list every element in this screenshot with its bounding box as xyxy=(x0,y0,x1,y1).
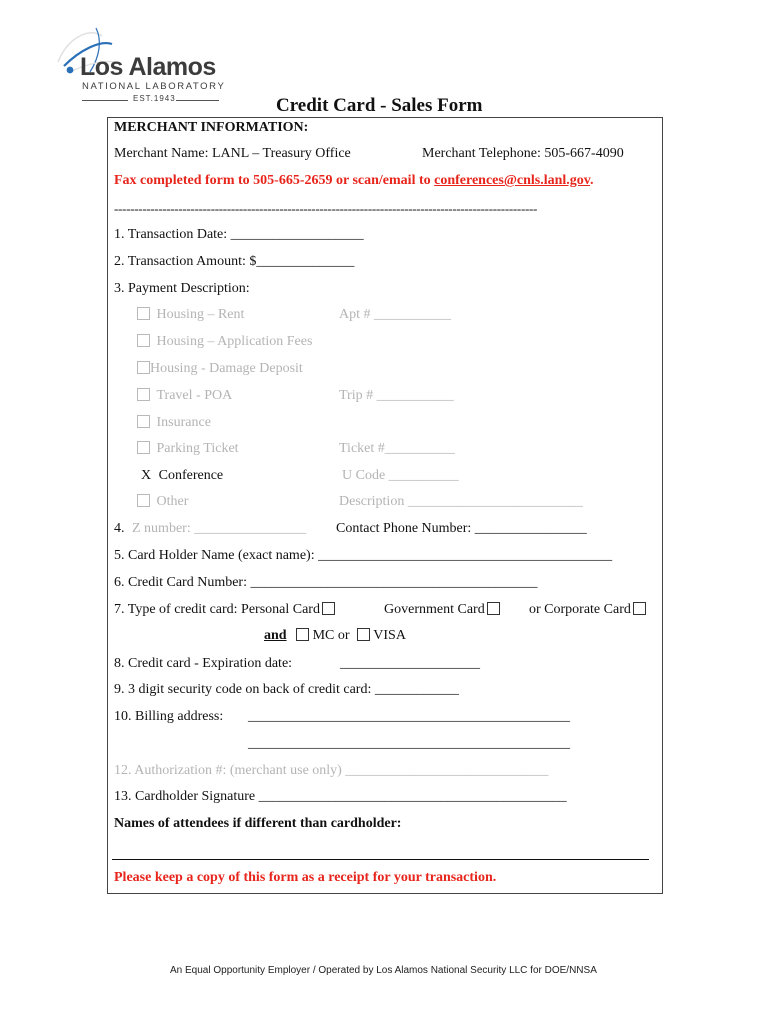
logo-rule-left xyxy=(82,100,128,101)
dashed-divider: --------------------------------------------------------------------------------------------------------- xyxy=(114,201,538,216)
housing-damage-label: Housing - Damage Deposit xyxy=(150,361,303,376)
insurance-checkbox[interactable] xyxy=(137,415,150,428)
conference-label: Conference xyxy=(158,468,224,483)
government-card-label: Government Card xyxy=(384,602,485,617)
option-parking[interactable] xyxy=(137,441,239,457)
personal-card-label: 7. Type of credit card: Personal Card xyxy=(114,602,320,617)
logo-est: EST.1943 xyxy=(133,94,176,103)
fax-text: Fax completed form to 505-665-2659 or scan/email to xyxy=(114,173,435,188)
field-z-number[interactable]: Z number: ________________ xyxy=(132,521,307,536)
footer-text: An Equal Opportunity Employer / Operated by Los Alamos National Security LLC for DOE/NNSA xyxy=(170,965,597,976)
form-title: Credit Card - Sales Form xyxy=(276,95,483,116)
field-transaction-amount[interactable]: 2. Transaction Amount: $______________ xyxy=(114,254,355,269)
fax-email-link[interactable]: conferences@cnls.lanl.gov xyxy=(434,173,590,188)
housing-application-label: Housing – Application Fees xyxy=(156,334,313,349)
other-checkbox[interactable] xyxy=(137,494,150,507)
housing-rent-checkbox[interactable] xyxy=(137,307,150,320)
travel-checkbox[interactable] xyxy=(137,388,150,401)
option-housing-damage[interactable] xyxy=(137,361,303,377)
option-insurance[interactable] xyxy=(137,415,211,431)
government-card-checkbox[interactable] xyxy=(487,602,500,615)
description-field[interactable]: Description _________________________ xyxy=(339,494,583,509)
logo-name: Los Alamos xyxy=(80,53,216,81)
mc-checkbox[interactable] xyxy=(296,628,309,641)
field-card-type-personal[interactable] xyxy=(114,602,335,618)
housing-application-checkbox[interactable] xyxy=(137,334,150,347)
apt-number-field[interactable]: Apt # ___________ xyxy=(339,307,451,322)
field-card-type-corporate[interactable] xyxy=(529,602,646,618)
corporate-card-label: or Corporate Card xyxy=(529,602,631,617)
field-cardholder-signature[interactable]: 13. Cardholder Signature ____________________________________________ xyxy=(114,789,567,804)
fax-instructions xyxy=(114,173,594,189)
travel-label: Travel - POA xyxy=(156,388,233,403)
option-travel[interactable] xyxy=(137,388,232,404)
ticket-number-field[interactable]: Ticket #__________ xyxy=(339,441,455,456)
field-contact-phone[interactable]: Contact Phone Number: ________________ xyxy=(336,521,587,536)
conference-selected-mark[interactable]: X xyxy=(141,468,152,483)
field-payment-description: 3. Payment Description: xyxy=(114,281,250,296)
housing-damage-checkbox[interactable] xyxy=(137,361,150,374)
field-card-type-government[interactable] xyxy=(384,602,500,618)
merchant-heading: MERCHANT INFORMATION: xyxy=(114,120,309,135)
field-billing-address-label: 10. Billing address: xyxy=(114,709,224,724)
field-z-number-num: 4. xyxy=(114,521,125,536)
parking-checkbox[interactable] xyxy=(137,441,150,454)
field-billing-address-line2[interactable]: ______________________________________________ xyxy=(248,736,570,751)
field-expiration-date[interactable]: ____________________ xyxy=(340,656,480,671)
field-credit-card-number[interactable]: 6. Credit Card Number: _________________________________________ xyxy=(114,575,538,590)
field-card-network xyxy=(264,628,406,644)
parking-label: Parking Ticket xyxy=(156,441,239,456)
logo-rule-right xyxy=(176,100,219,101)
attendees-line[interactable] xyxy=(112,859,649,860)
visa-label: VISA xyxy=(373,628,406,643)
field-transaction-date[interactable]: 1. Transaction Date: ___________________ xyxy=(114,227,364,242)
option-housing-application[interactable] xyxy=(137,334,312,350)
field-authorization[interactable]: 12. Authorization #: (merchant use only) _____________________________ xyxy=(114,763,549,778)
merchant-name: Merchant Name: LANL – Treasury Office xyxy=(114,146,351,161)
mc-label: MC or xyxy=(312,628,350,643)
ucode-field[interactable]: U Code __________ xyxy=(342,468,459,483)
field-security-code[interactable]: 9. 3 digit security code on back of credit card: ____________ xyxy=(114,682,459,697)
corporate-card-checkbox[interactable] xyxy=(633,602,646,615)
logo-subtitle: NATIONAL LABORATORY xyxy=(82,81,226,92)
field-card-holder-name[interactable]: 5. Card Holder Name (exact name): __________________________________________ xyxy=(114,548,613,563)
option-other[interactable] xyxy=(137,494,188,510)
option-conference[interactable] xyxy=(141,468,223,484)
field-billing-address-line1[interactable]: ______________________________________________ xyxy=(248,709,570,724)
option-housing-rent[interactable] xyxy=(137,307,244,323)
visa-checkbox[interactable] xyxy=(357,628,370,641)
trip-number-field[interactable]: Trip # ___________ xyxy=(339,388,454,403)
receipt-note: Please keep a copy of this form as a receipt for your transaction. xyxy=(114,870,497,885)
housing-rent-label: Housing – Rent xyxy=(156,307,245,322)
and-label: and xyxy=(264,628,287,643)
insurance-label: Insurance xyxy=(156,415,211,430)
personal-card-checkbox[interactable] xyxy=(322,602,335,615)
merchant-phone: Merchant Telephone: 505-667-4090 xyxy=(422,146,624,161)
fax-suffix: . xyxy=(590,173,594,188)
other-label: Other xyxy=(156,494,189,509)
attendees-heading: Names of attendees if different than cardholder: xyxy=(114,816,402,831)
field-expiration-label: 8. Credit card - Expiration date: xyxy=(114,656,293,671)
